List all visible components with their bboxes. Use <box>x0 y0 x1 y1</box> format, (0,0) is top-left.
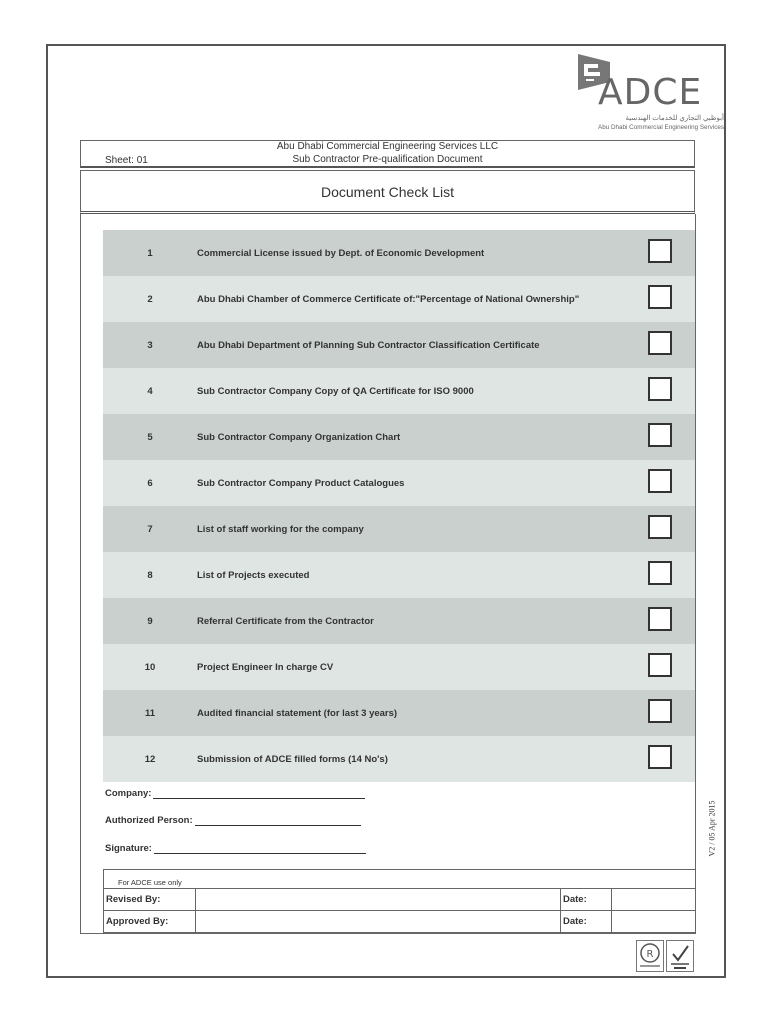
checklist-row <box>103 460 695 506</box>
item-text: List of Projects executed <box>197 569 310 581</box>
item-checkbox[interactable] <box>648 561 672 585</box>
item-number: 2 <box>147 293 153 305</box>
item-text: Project Engineer In charge CV <box>197 661 334 673</box>
authorized-person-field[interactable] <box>105 815 361 826</box>
checklist-row <box>103 736 695 782</box>
item-text: Abu Dhabi Department of Planning Sub Contractor Classification Certificate <box>197 339 540 351</box>
item-checkbox[interactable] <box>648 377 672 401</box>
item-number: 7 <box>147 523 153 535</box>
certification-marks <box>636 940 696 972</box>
bottom-border <box>80 933 696 934</box>
registered-certification-icon <box>636 940 664 972</box>
company-line[interactable] <box>153 788 365 799</box>
checklist-row <box>103 690 695 736</box>
item-checkbox[interactable] <box>648 607 672 631</box>
item-checkbox[interactable] <box>648 515 672 539</box>
adce-logo <box>574 50 726 132</box>
item-text: List of staff working for the company <box>197 523 364 535</box>
item-text: Abu Dhabi Chamber of Commerce Certificate of:"Percentage of National Ownership" <box>197 293 580 305</box>
item-checkbox[interactable] <box>648 285 672 309</box>
item-text: Sub Contractor Company Copy of QA Certificate for ISO 9000 <box>197 385 474 397</box>
signature-line[interactable] <box>154 843 366 854</box>
logo-brand: ADCE <box>598 72 703 113</box>
item-text: Sub Contractor Company Product Catalogues <box>197 477 405 489</box>
item-number: 5 <box>147 431 153 443</box>
adce-use-section <box>103 869 695 933</box>
checklist-row <box>103 414 695 460</box>
checklist-row <box>103 598 695 644</box>
title-bar <box>80 170 695 214</box>
left-border <box>80 214 81 934</box>
item-checkbox[interactable] <box>648 239 672 263</box>
checklist <box>103 230 695 782</box>
item-checkbox[interactable] <box>648 653 672 677</box>
checklist-row <box>103 644 695 690</box>
header-subtitle: Sub Contractor Pre-qualification Document <box>292 154 483 165</box>
item-text: Audited financial statement (for last 3 years) <box>197 707 398 719</box>
item-number: 9 <box>147 615 153 627</box>
document-header <box>80 140 695 168</box>
revised-row <box>104 889 696 911</box>
item-number: 11 <box>144 707 156 719</box>
logo-arabic: أبوظبي التجاري للخدمات الهندسية <box>625 115 724 122</box>
item-checkbox[interactable] <box>648 331 672 355</box>
item-number: 8 <box>147 569 153 581</box>
company-label: Company: <box>105 788 152 799</box>
ukas-certification-icon <box>666 940 694 972</box>
item-text: Submission of ADCE filled forms (14 No's) <box>197 753 388 765</box>
revised-label: Revised By: <box>104 889 196 911</box>
right-border <box>695 214 696 934</box>
svg-text:R: R <box>646 949 654 960</box>
revised-date-value[interactable] <box>612 889 697 911</box>
approved-row <box>104 911 696 933</box>
adce-use-table <box>104 888 696 933</box>
item-number: 12 <box>144 753 156 765</box>
authorized-label: Authorized Person: <box>105 815 193 826</box>
checklist-row <box>103 368 695 414</box>
version-stamp <box>706 800 718 860</box>
item-checkbox[interactable] <box>648 423 672 447</box>
header-company: Abu Dhabi Commercial Engineering Services LLC <box>276 141 499 152</box>
logo-english: Abu Dhabi Commercial Engineering Services <box>598 124 724 131</box>
item-text: Commercial License issued by Dept. of Economic Development <box>197 247 485 259</box>
company-field[interactable] <box>105 788 365 799</box>
item-checkbox[interactable] <box>648 745 672 769</box>
item-checkbox[interactable] <box>648 699 672 723</box>
item-text: Referral Certificate from the Contractor <box>197 615 374 627</box>
checklist-row <box>103 276 695 322</box>
sheet-number: Sheet: 01 <box>105 155 148 166</box>
revised-date-label: Date: <box>561 889 612 911</box>
authorized-line[interactable] <box>195 815 361 826</box>
item-number: 4 <box>147 385 153 397</box>
signature-field[interactable] <box>105 843 366 854</box>
item-number: 10 <box>144 661 156 673</box>
checklist-row <box>103 552 695 598</box>
approved-value[interactable] <box>196 911 561 933</box>
item-number: 1 <box>147 247 153 259</box>
revised-value[interactable] <box>196 889 561 911</box>
approved-label: Approved By: <box>104 911 196 933</box>
signature-label: Signature: <box>105 843 152 854</box>
checklist-row <box>103 322 695 368</box>
item-number: 3 <box>147 339 153 351</box>
checklist-row <box>103 230 695 276</box>
page-title: Document Check List <box>320 184 455 200</box>
adce-use-label: For ADCE use only <box>118 878 182 887</box>
version-text: V2 / 05 Apr 2015 <box>707 800 717 857</box>
item-number: 6 <box>147 477 153 489</box>
item-checkbox[interactable] <box>648 469 672 493</box>
approved-date-label: Date: <box>561 911 612 933</box>
item-text: Sub Contractor Company Organization Chart <box>197 431 401 443</box>
checklist-row <box>103 506 695 552</box>
approved-date-value[interactable] <box>612 911 697 933</box>
